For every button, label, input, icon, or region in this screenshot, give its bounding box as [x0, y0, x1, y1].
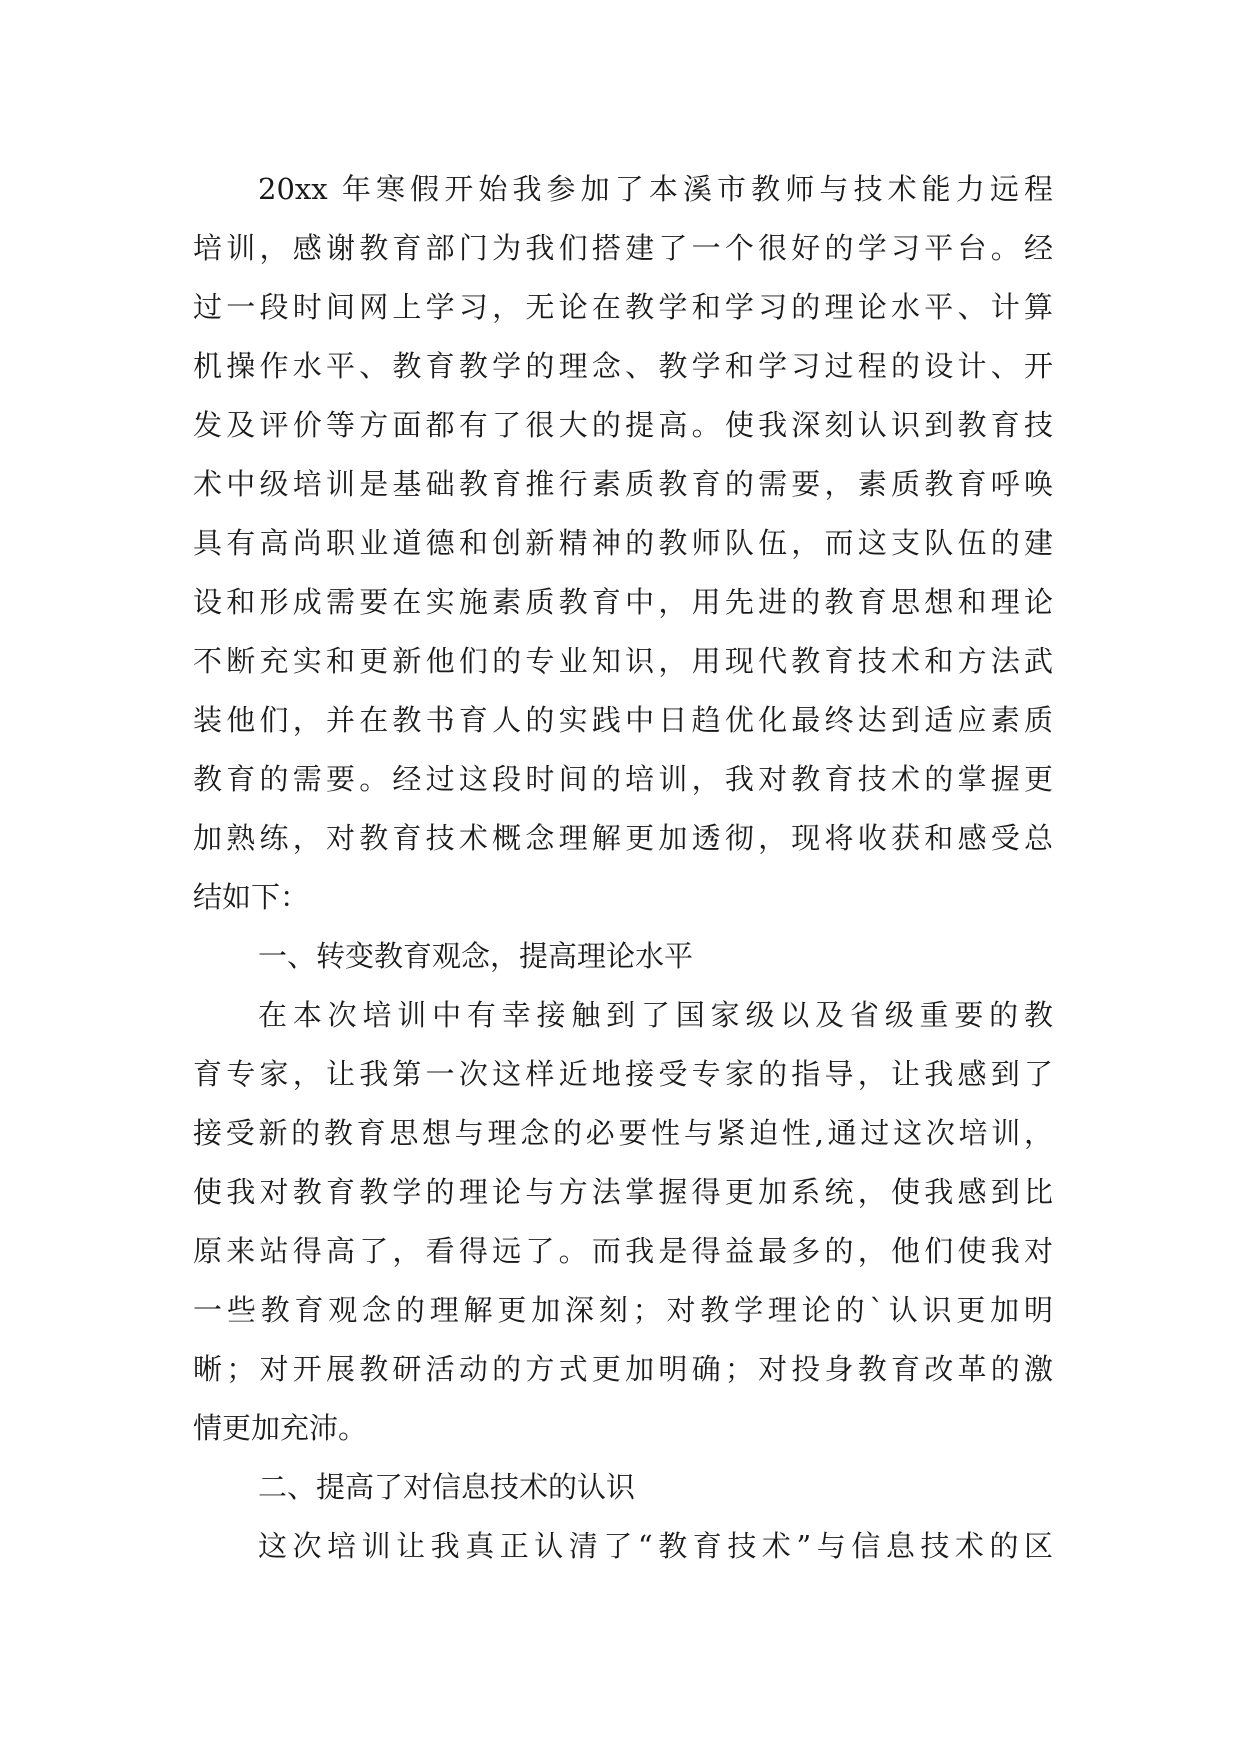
paragraph-line: 教育的需要。经过这段时间的培训，我对教育技术的掌握更	[193, 762, 1053, 796]
paragraph-line: 20xx 年寒假开始我参加了本溪市教师与技术能力远程	[258, 172, 1053, 206]
document-body	[193, 160, 1053, 1576]
paragraph-line: 装他们，并在教书育人的实践中日趋优化最终达到适应素质	[193, 703, 1053, 737]
paragraph-line: 培训，感谢教育部门为我们搭建了一个很好的学习平台。经	[193, 231, 1053, 265]
paragraph-line: 情更加充沛。	[193, 1411, 368, 1445]
paragraph-line: 具有高尚职业道德和创新精神的教师队伍，而这支队伍的建	[193, 526, 1053, 560]
paragraph-line: 这次培训让我真正认清了“教育技术”与信息技术的区	[258, 1529, 1053, 1563]
paragraph-line: 使我对教育教学的理论与方法掌握得更加系统，使我感到比	[193, 1175, 1053, 1209]
paragraph-line: 机操作水平、教育教学的理念、教学和学习过程的设计、开	[193, 349, 1053, 383]
paragraph-line: 原来站得高了，看得远了。而我是得益最多的，他们使我对	[193, 1234, 1053, 1268]
paragraph-line: 术中级培训是基础教育推行素质教育的需要，素质教育呼唤	[193, 467, 1053, 501]
paragraph-line: 过一段时间网上学习，无论在教学和学习的理论水平、计算	[193, 290, 1053, 324]
paragraph-line: 加熟练，对教育技术概念理解更加透彻，现将收获和感受总	[193, 821, 1053, 855]
paragraph-line: 一些教育观念的理解更加深刻；对教学理论的`认识更加明	[193, 1293, 1053, 1327]
paragraph-line: 在本次培训中有幸接触到了国家级以及省级重要的教	[258, 998, 1053, 1032]
paragraph-line: 设和形成需要在实施素质教育中，用先进的教育思想和理论	[193, 585, 1053, 619]
paragraph-line: 发及评价等方面都有了很大的提高。使我深刻认识到教育技	[193, 408, 1053, 442]
paragraph-line: 育专家，让我第一次这样近地接受专家的指导，让我感到了	[193, 1057, 1053, 1091]
section-heading: 一、转变教育观念，提高理论水平	[258, 939, 694, 973]
paragraph-line: 接受新的教育思想与理念的必要性与紧迫性,通过这次培训，	[193, 1116, 1053, 1150]
section-heading: 二、提高了对信息技术的认识	[258, 1470, 636, 1504]
paragraph-line: 结如下：	[193, 880, 310, 914]
paragraph-line: 晰；对开展教研活动的方式更加明确；对投身教育改革的激	[193, 1352, 1053, 1386]
paragraph-line: 不断充实和更新他们的专业知识，用现代教育技术和方法武	[193, 644, 1053, 678]
